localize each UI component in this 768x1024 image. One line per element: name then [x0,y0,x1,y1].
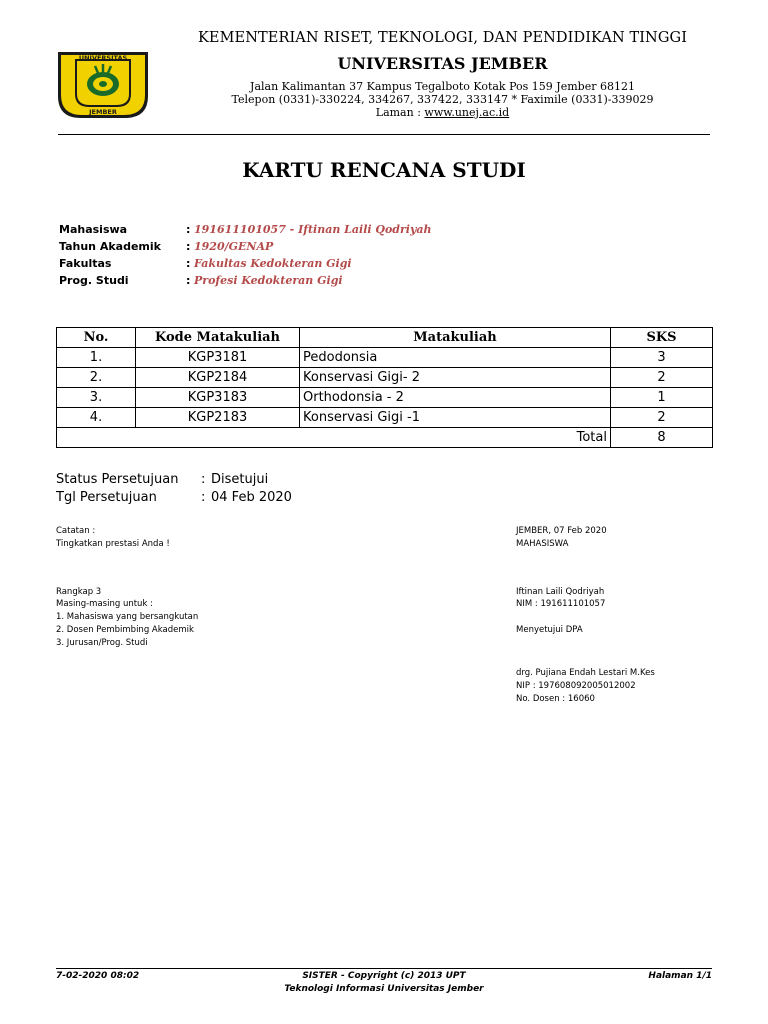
copies-item: 2. Dosen Pembimbing Akademik [56,625,194,635]
info-label: Tahun Akademik [59,240,161,253]
university-name: UNIVERSITAS JEMBER [337,54,548,73]
approver-label: Menyetujui DPA [516,625,583,635]
cell-no: 3. [57,388,136,408]
cell-sks: 1 [611,388,713,408]
table-row [57,348,713,368]
approval-date-value: 04 Feb 2020 [211,490,292,505]
cell-sks: 2 [611,368,713,388]
cell-course: Orthodonsia - 2 [300,388,611,408]
info-label: Mahasiswa [59,223,128,236]
col-header-course: Matakuliah [300,328,611,348]
student-signature-name: Iftinan Laili Qodriyah [516,587,605,597]
advisor-name: drg. Pujiana Endah Lestari M.Kes [516,668,655,678]
notes-label: Catatan : [56,526,96,536]
cell-code: KGP2183 [136,408,300,428]
copies-item: 1. Mahasiswa yang bersangkutan [56,612,199,622]
university-logo [53,50,153,120]
footer-institution: Teknologi Informasi Universitas Jember [284,984,484,994]
approval-separator: : [201,490,206,505]
cell-no: 4. [57,408,136,428]
info-value: 191611101057 - Iftinan Laili Qodriyah [194,223,432,236]
header-divider [58,134,710,135]
course-table [56,327,713,448]
advisor-number: No. Dosen : 16060 [516,694,595,704]
table-row [57,368,713,388]
info-value: Fakultas Kedokteran Gigi [194,257,352,270]
university-address: Jalan Kalimantan 37 Kampus Tegalboto Kotak Pos 159 Jember 68121 [250,80,635,93]
advisor-nip: NIP : 197608092005012002 [516,681,636,691]
footer-copyright: SISTER - Copyright (c) 2013 UPT [302,971,466,981]
approval-date-label: Tgl Persetujuan [56,490,157,505]
website-label: Laman : [375,106,425,119]
approval-status-value: Disetujui [211,472,269,487]
cell-sks: 3 [611,348,713,368]
table-header-row [57,328,713,348]
footer-timestamp: 7-02-2020 08:02 [56,971,140,981]
footer-page-number: Halaman 1/1 [648,971,712,981]
info-value: 1920/GENAP [194,240,274,253]
info-label: Fakultas [59,257,112,270]
info-separator: : [186,274,191,287]
info-separator: : [186,240,191,253]
table-total-row [57,428,713,448]
col-header-no: No. [57,328,136,348]
cell-course: Konservasi Gigi- 2 [300,368,611,388]
approval-separator: : [201,472,206,487]
document-title: KARTU RENCANA STUDI [242,158,526,182]
col-header-sks: SKS [611,328,713,348]
student-signature-nim: NIM : 191611101057 [516,599,606,609]
copies-item: 3. Jurusan/Prog. Studi [56,638,148,648]
ministry-name: KEMENTERIAN RISET, TEKNOLOGI, DAN PENDIDIKAN TINGGI [197,30,688,46]
signature-place-date: JEMBER, 07 Feb 2020 [516,526,607,536]
website-link[interactable]: www.unej.ac.id [424,106,510,119]
website-line [175,106,710,119]
cell-code: KGP2184 [136,368,300,388]
cell-code: KGP3181 [136,348,300,368]
university-phone: Telepon (0331)-330224, 334267, 337422, 333147 * Faximile (0331)-339029 [231,93,654,106]
copies-for-label: Masing-masing untuk : [56,599,153,609]
info-separator: : [186,223,191,236]
table-row [57,408,713,428]
logo-bottom-text: JEMBER [89,108,117,116]
table-row [57,388,713,408]
approval-status-label: Status Persetujuan [56,472,179,487]
total-value: 8 [611,428,713,448]
cell-course: Konservasi Gigi -1 [300,408,611,428]
copies-label: Rangkap 3 [56,587,102,597]
cell-course: Pedodonsia [300,348,611,368]
notes-text: Tingkatkan prestasi Anda ! [56,539,170,549]
cell-sks: 2 [611,408,713,428]
cell-no: 1. [57,348,136,368]
info-label: Prog. Studi [59,274,129,287]
info-separator: : [186,257,191,270]
footer-divider-left [56,968,272,969]
logo-top-text: UNIVERSITAS [78,54,128,62]
cell-code: KGP3183 [136,388,300,408]
info-value: Profesi Kedokteran Gigi [194,274,343,287]
footer-divider-right [272,968,712,969]
signature-role: MAHASISWA [516,539,569,549]
col-header-code: Kode Matakuliah [136,328,300,348]
cell-no: 2. [57,368,136,388]
total-label: Total [57,428,611,448]
